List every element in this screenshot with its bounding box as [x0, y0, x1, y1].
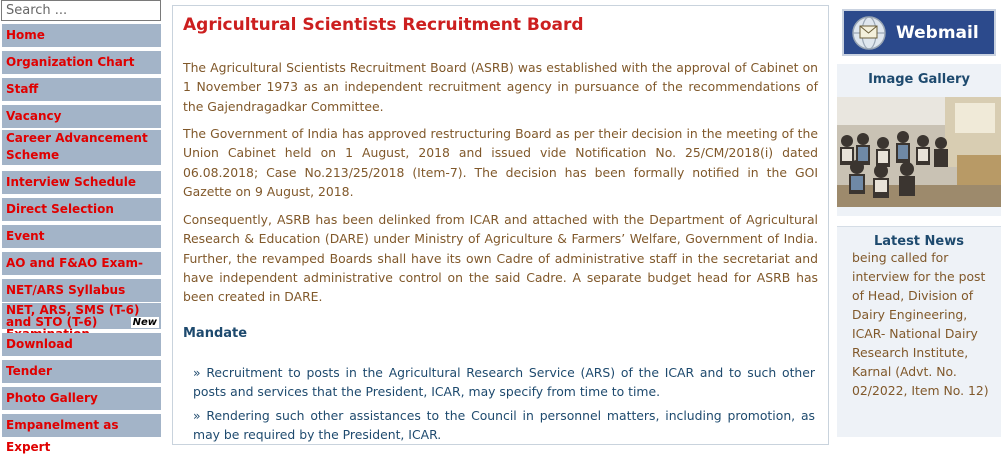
gallery-photo[interactable] — [837, 97, 1001, 207]
image-gallery-title: Image Gallery — [868, 72, 970, 87]
search-input[interactable] — [1, 0, 161, 21]
news-item: being called for interview for the post of Head, Division of Dairy Engineering, ICAR- National Dairy Research Institute, Karnal (Advt. No. 02/2022, Item No. 12) — [852, 250, 989, 398]
intro-paragraph: The Agricultural Scientists Recruitment Board (ASRB) was established with the approval of Cabinet on 1 November 1973 as an independent recruitment agency in pursuance of the recommendations of the Gajendragadkar Committee. — [183, 60, 818, 114]
latest-news-title: Latest News — [873, 234, 964, 249]
page-title: Agricultural Scientists Recruitment Board — [183, 15, 584, 35]
mandate-item: » Recruitment to posts in the Agricultural Research Service (ARS) of the ICAR and to such other posts and services that the President, ICAR, may specify from time to time. — [193, 365, 815, 400]
delinking-paragraph: Consequently, ASRB has been delinked from ICAR and attached with the Department of Agricultural Research & Education (DARE) under Ministry of Agriculture & Farmers’ Welfare, Government of India. Further, the revamped Boards shall have its own Cadre of administrative staff in the secretariat and have independent administrative control on the said Cadre. A separate budget head for ASRB has been created in DARE. — [183, 212, 818, 305]
mandate-item: » Rendering such other assistances to the Council in personnel matters, including promotion, as may be required by the President, ICAR. — [193, 408, 815, 443]
nav-item-direct-selection[interactable]: Direct Selection — [2, 198, 161, 221]
left-nav — [0, 0, 162, 454]
webmail-globe-icon — [850, 14, 888, 52]
nav-item-vacancy[interactable]: Vacancy — [2, 105, 161, 128]
nav-item-net-examination-label: NET, ARS, SMS (T-6) and STO (T-6) — [6, 303, 140, 329]
nav-item-ao-exam[interactable]: AO and F&AO Exam- — [2, 252, 161, 275]
nav-item-photo-gallery[interactable]: Photo Gallery — [2, 387, 161, 410]
nav-item-tender[interactable]: Tender — [2, 360, 161, 383]
webmail-button[interactable] — [842, 9, 996, 56]
nav-item-interview-schedule[interactable]: Interview Schedule — [2, 171, 161, 194]
nav-item-download[interactable]: Download — [2, 333, 161, 356]
restructuring-paragraph: The Government of India has approved restructuring Board as per their decision in the meeting of the Union Cabinet held on 1 August, 2018 and issued vide Notification No. 25/CM/2018(i) dated 06.08.2018; Case No.213/25/2018 (Item-7). The decision has been formally notified in the GOI Gazette on 9 August, 2018. — [183, 126, 818, 199]
nav-item-net-examination[interactable] — [2, 303, 161, 329]
nav-item-home[interactable]: Home — [2, 24, 161, 47]
nav-item-organization-chart[interactable]: Organization Chart — [2, 51, 161, 74]
nav-item-empanelment[interactable]: Empanelment as Expert — [2, 414, 161, 437]
right-sidebar — [837, 0, 1001, 436]
nav-item-net-syllabus[interactable]: NET/ARS Syllabus — [2, 279, 161, 302]
mandate-heading: Mandate — [183, 326, 248, 341]
nav-item-staff[interactable]: Staff — [2, 78, 161, 101]
news-ticker[interactable] — [852, 252, 992, 404]
main-content — [172, 5, 829, 445]
new-badge: New — [132, 317, 157, 328]
nav-item-career-advancement[interactable]: Career Advancement Scheme — [2, 130, 161, 165]
latest-news-box — [837, 226, 1001, 437]
image-gallery-box — [837, 64, 1001, 216]
webmail-label: Webmail — [896, 22, 979, 43]
nav-item-event[interactable]: Event — [2, 225, 161, 248]
